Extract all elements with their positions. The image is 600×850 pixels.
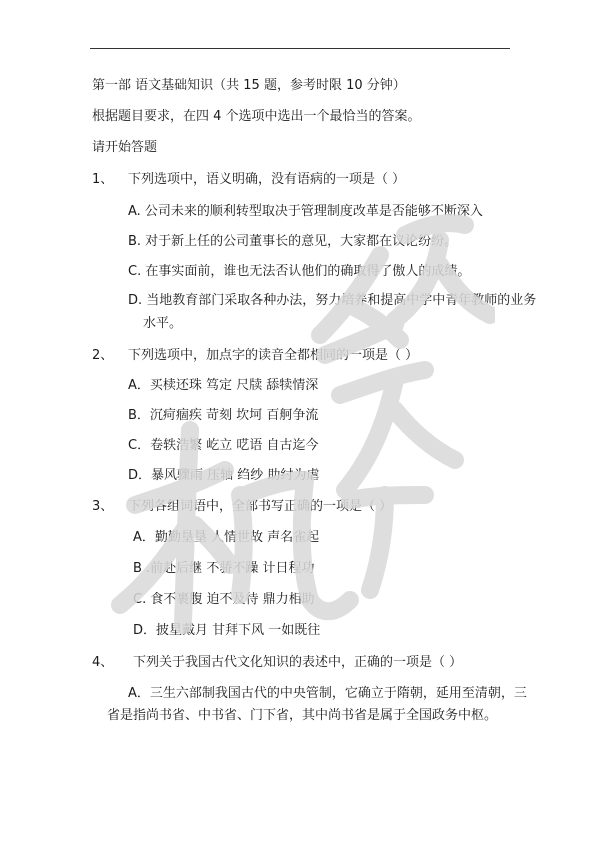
- question-2-option-b: B．沉疴痼疾 苛刻 坎坷 百舸争流: [128, 408, 319, 423]
- question-1-option-d-continuation: 水平。: [143, 316, 183, 331]
- question-4-option-a: A．三生六部制我国古代的中央管制，它确立于隋朝，延用至清朝，三: [128, 686, 527, 701]
- question-1-stem: 下列选项中，语义明确，没有语病的一项是（ ）: [128, 172, 406, 187]
- question-3-option-d: D．披星戴月 甘拜下风 一如既往: [133, 623, 321, 638]
- question-2-option-c: C．卷轶浩繁 屹立 呓语 自古迄今: [128, 438, 319, 453]
- question-3-option-c: C. 食不裹腹 迫不及待 鼎力相助: [133, 592, 315, 607]
- question-3-option-b: B .前赴后继 不骄不躁 计日程功: [133, 561, 315, 576]
- question-4-number: 4、: [92, 655, 114, 670]
- question-2-number: 2、: [92, 348, 114, 363]
- question-2-stem: 下列选项中，加点字的读音全都相同的一项是（ ）: [128, 348, 419, 363]
- question-1-number: 1、: [92, 172, 114, 187]
- section-instruction: 根据题目要求，在四 4 个选项中选出一个最恰当的答案。: [92, 109, 421, 124]
- question-3-number: 3、: [92, 499, 114, 514]
- question-3-stem: 下列各组词语中，全部书写正确的一项是（ ）: [128, 499, 393, 514]
- question-2-option-d: D．暴风骤雨 压轴 绉纱 助纣为虐: [128, 468, 320, 483]
- question-4-stem: 下列关于我国古代文化知识的表述中，正确的一项是（ ）: [133, 655, 463, 670]
- section-heading: 第一部 语文基础知识（共 15 题，参考时限 10 分钟）: [92, 78, 406, 93]
- header-rule: [90, 48, 510, 49]
- question-1-option-d: D. 当地教育部门采取各种办法，努力培养和提高中学中青年教师的业务: [128, 293, 537, 308]
- question-1-option-c: C. 在事实面前，谁也无法否认他们的确取得了傲人的成绩。: [128, 264, 471, 279]
- question-3-option-a: A．勤勤垦垦 人情世故 声名雀起: [133, 530, 320, 545]
- start-prompt: 请开始答题: [92, 140, 158, 155]
- question-1-option-b: B. 对于新上任的公司董事长的意见，大家都在议论纷纷。: [128, 234, 458, 249]
- question-1-option-a: A. 公司未来的顺利转型取决于管理制度改革是否能够不断深入: [128, 204, 483, 219]
- question-2-option-a: A．买椟还珠 笃定 尺牍 舔犊情深: [128, 378, 319, 393]
- question-4-option-a-continuation: 省是指尚书省、中书省、门下省，其中尚书省是属于全国政务中枢。: [107, 708, 498, 723]
